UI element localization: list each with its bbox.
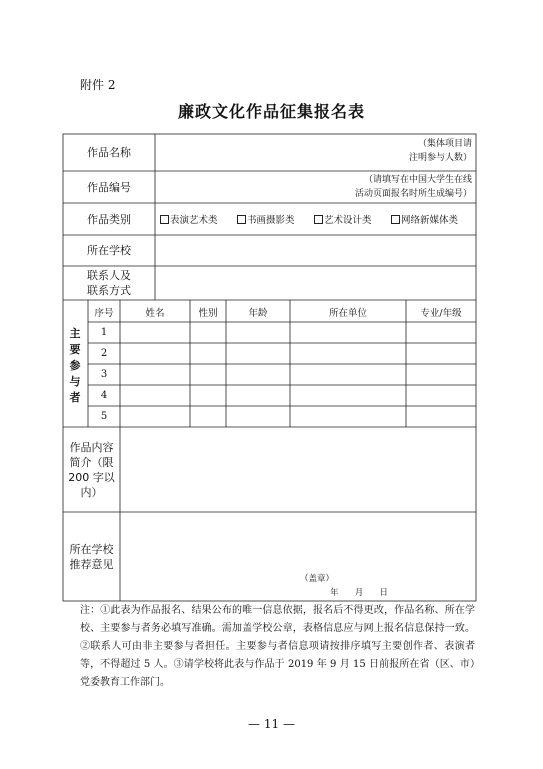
contact-label — [63, 266, 155, 300]
category-option-calligraphy-photo[interactable] — [237, 207, 295, 231]
category-option-performance[interactable] — [160, 207, 218, 231]
contact-field[interactable] — [156, 267, 475, 299]
school-label: 所在学校 — [87, 244, 131, 257]
row-number: 4 — [100, 390, 108, 401]
recommendation-label-line: 推荐意见 — [69, 557, 114, 571]
header-index: 序号 — [94, 308, 114, 319]
work-number-hint: （请填写在中国大学生在线 活动页面报名时所生成编号） — [354, 175, 472, 199]
side-char: 参 — [69, 359, 81, 372]
work-name-field[interactable] — [156, 135, 296, 170]
contact-label-line1: 联系人及 — [87, 269, 131, 282]
participants-side-label — [64, 326, 86, 406]
page-title: 廉政文化作品征集报名表 — [177, 102, 365, 121]
work-name-hint: （集体项目请 注明参与人数） — [408, 139, 472, 163]
side-char: 者 — [69, 391, 81, 404]
work-number-field[interactable] — [156, 172, 296, 202]
summary-label — [63, 427, 120, 512]
category-option-label: 表演艺术类 — [170, 215, 218, 226]
recommendation-field[interactable] — [121, 513, 475, 568]
header-gender: 性别 — [198, 308, 218, 319]
side-char: 要 — [69, 343, 81, 356]
date-text: 年 月 日 — [330, 588, 388, 598]
checkbox-icon — [160, 215, 169, 224]
header-name: 姓名 — [145, 308, 165, 319]
work-number-label: 作品编号 — [87, 180, 131, 194]
page-number: — 11 — — [248, 717, 295, 731]
summary-field[interactable] — [121, 428, 475, 511]
row-number: 5 — [100, 411, 108, 422]
side-char: 主 — [69, 327, 81, 340]
side-char: 与 — [69, 375, 81, 388]
header-age: 年龄 — [248, 308, 268, 319]
work-name-label: 作品名称 — [87, 146, 131, 159]
summary-label-line: 简介（限 — [69, 455, 114, 469]
summary-label-line: 作品内容 — [69, 440, 114, 454]
contact-label-line2: 联系方式 — [87, 284, 131, 297]
school-field[interactable] — [156, 236, 475, 265]
row-number: 1 — [100, 327, 108, 338]
seal-text: （盖章） — [300, 574, 335, 584]
footnotes: 注：①此表为作品报名、结果公布的唯一信息依据，报名后不得更改，作品名称、所在学校、主要参与者务必填写准确。需加盖学校公章，表格信息应与网上报名信息保持一致。②联系人可由非主要参与者担任。主要参与者信息项请按排序填写主要创作者、表演者等，不得超过 5 人。③请学校将此表与作品于 2019 年 9 月 15 日前报所在省（区、市）党委教育工作部门。 — [80, 605, 475, 688]
summary-label-line: 200 字以 — [68, 470, 115, 484]
category-option-new-media[interactable] — [391, 207, 458, 231]
checkbox-icon — [391, 215, 400, 224]
header-major-grade: 专业/年级 — [420, 308, 462, 319]
summary-label-line: 内） — [80, 485, 103, 499]
recommendation-label — [63, 512, 120, 601]
header-organization: 所在单位 — [328, 308, 367, 319]
attachment-label: 附件 2 — [80, 78, 116, 92]
work-category-label: 作品类别 — [87, 212, 131, 226]
category-option-label: 网络新媒体类 — [401, 215, 459, 226]
category-option-label: 艺术设计类 — [324, 215, 372, 226]
checkbox-icon — [314, 215, 323, 224]
checkbox-icon — [237, 215, 246, 224]
category-option-art-design[interactable] — [314, 207, 372, 231]
row-number: 2 — [100, 348, 108, 359]
category-option-label: 书画摄影类 — [247, 215, 295, 226]
row-number: 3 — [100, 369, 108, 380]
recommendation-label-line: 所在学校 — [69, 542, 114, 556]
